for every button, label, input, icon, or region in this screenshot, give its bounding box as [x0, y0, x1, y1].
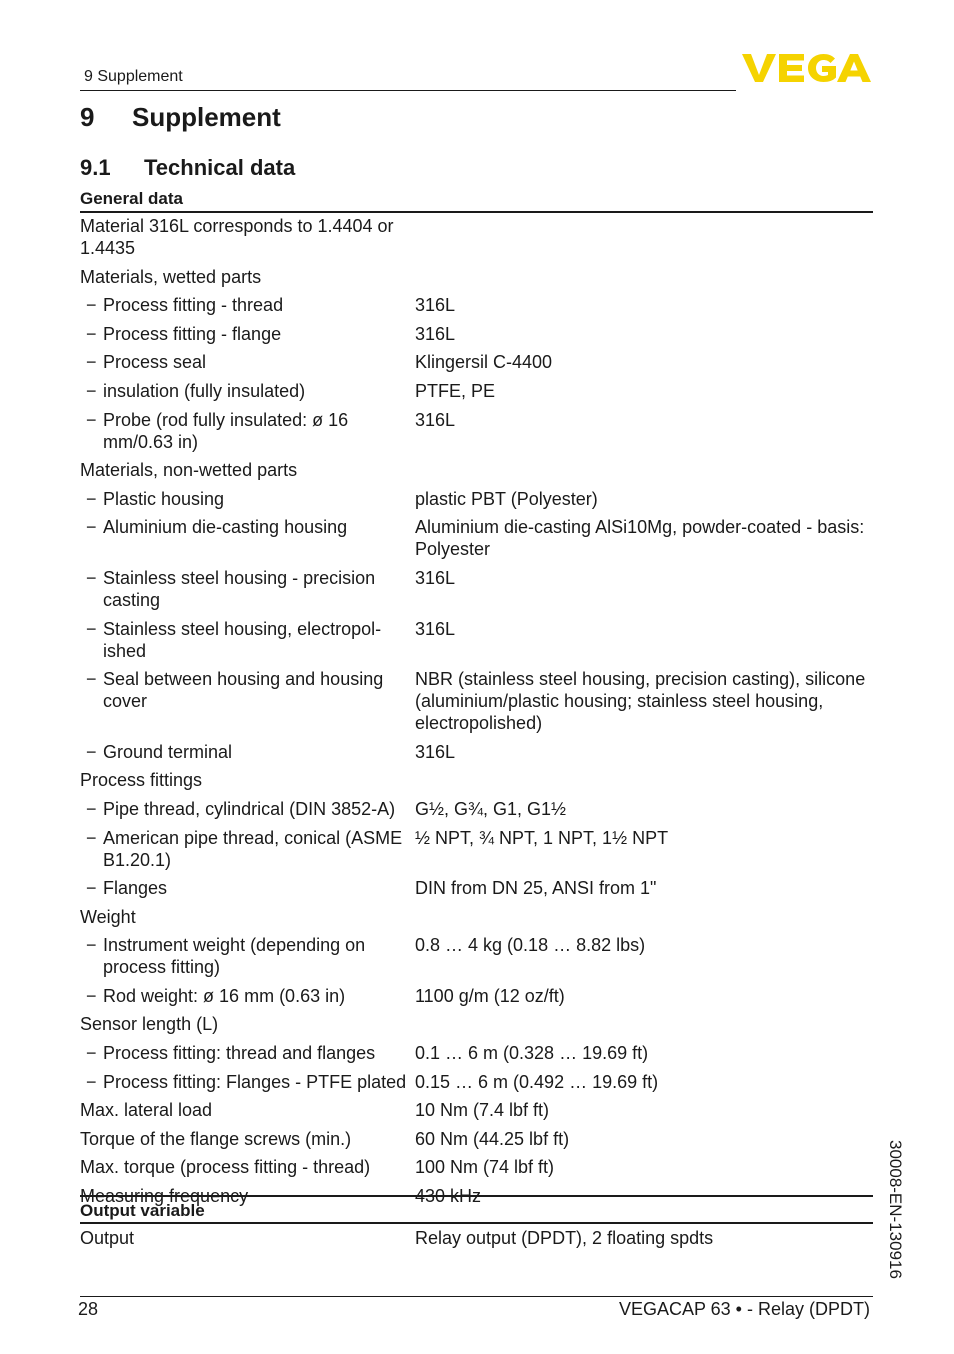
table-row — [80, 380, 873, 402]
list-dash: − — [86, 323, 97, 344]
group-label: Process fittings — [80, 770, 203, 791]
row-label — [80, 294, 415, 316]
row-label — [80, 567, 415, 611]
row-label-text: Process fitting: Flanges - PTFE plated — [103, 1071, 407, 1092]
list-dash: − — [86, 798, 97, 819]
table-row — [80, 618, 873, 662]
list-dash: − — [86, 935, 97, 956]
row-label — [80, 409, 415, 453]
row-label-text: Instrument weight (depending on process fitting) — [103, 935, 366, 978]
row-value: G½, G¾, G1, G1½ — [415, 798, 567, 819]
table-row — [80, 741, 873, 763]
row-label-text: Probe (rod fully insulated: ø 16 mm/0.63 in) — [103, 409, 349, 452]
group-label: Materials, non-wetted parts — [80, 460, 298, 481]
row-label — [80, 351, 415, 373]
table-row — [80, 668, 873, 734]
general-data-table — [80, 215, 873, 1214]
list-dash: − — [86, 1071, 97, 1092]
vega-logo — [742, 52, 874, 84]
row-value: DIN from DN 25, ANSI from 1" — [415, 878, 657, 899]
row-value: Relay output (DPDT), 2 floating spdts — [415, 1228, 714, 1248]
output-table — [80, 1227, 873, 1256]
row-label-text: American pipe thread, conical (ASME B1.20.1) — [103, 827, 403, 870]
list-dash: − — [86, 352, 97, 373]
row-label-text: Process seal — [103, 352, 207, 373]
list-dash: − — [86, 618, 97, 639]
table-row — [80, 266, 873, 288]
table-row — [80, 459, 873, 481]
group-label: Sensor length (L) — [80, 1014, 219, 1035]
row-label-text: Process fitting - flange — [103, 323, 282, 344]
row-value: 316L — [415, 323, 456, 344]
row-label-text: Plastic housing — [103, 488, 225, 509]
row-value: 316L — [415, 567, 456, 588]
chapter-heading — [80, 102, 281, 133]
group-label: Materials, wetted parts — [80, 266, 262, 287]
row-value: plastic PBT (Polyester) — [415, 488, 598, 509]
row-label — [80, 516, 415, 560]
table-row — [80, 934, 873, 978]
table-row — [80, 323, 873, 345]
table-row — [80, 798, 873, 820]
list-dash: − — [86, 878, 97, 899]
row-label-text: insulation (fully insulated) — [103, 380, 306, 401]
table-row — [80, 1227, 873, 1249]
document-title: VEGACAP 63 • - Relay (DPDT) — [618, 1299, 870, 1319]
table-row — [80, 769, 873, 791]
table-row — [80, 1013, 873, 1035]
document-code: 30008-EN-130916 — [886, 1140, 905, 1279]
row-label-text: Ground terminal — [103, 741, 233, 762]
table-row — [80, 409, 873, 453]
general-data-title: General data — [80, 189, 183, 208]
row-value: Aluminium die-casting AlSi10Mg, powder-coated - basis: Polyester — [415, 517, 865, 560]
row-label — [80, 380, 415, 402]
list-dash: − — [86, 827, 97, 848]
row-label-text: Process fitting: thread and flanges — [103, 1043, 376, 1064]
row-value: 0.15 … 6 m (0.492 … 19.69 ft) — [415, 1071, 659, 1092]
row-label: Material 316L corresponds to 1.4404 or 1.4435 — [80, 216, 394, 258]
row-label-text: Rod weight: ø 16 mm (0.63 in) — [103, 985, 346, 1006]
list-dash: − — [86, 295, 97, 316]
table-row — [80, 1099, 873, 1121]
row-value: 1100 g/m (12 oz/ft) — [415, 985, 565, 1006]
row-value: 0.8 … 4 kg (0.18 … 8.82 lbs) — [415, 935, 646, 956]
table-row — [80, 1071, 873, 1093]
row-label: Max. lateral load — [80, 1100, 213, 1121]
table-row — [80, 1128, 873, 1150]
row-value: 60 Nm (44.25 lbf ft) — [415, 1128, 570, 1149]
row-label — [80, 1042, 415, 1064]
table-row — [80, 351, 873, 373]
general-data-rule — [80, 211, 873, 213]
row-label-text: Process fitting - thread — [103, 295, 284, 316]
header-rule — [80, 90, 736, 91]
row-value: 316L — [415, 618, 456, 639]
row-value: Klingersil C-4400 — [415, 352, 553, 373]
table-row — [80, 488, 873, 510]
row-label — [80, 827, 415, 871]
row-value: 316L — [415, 741, 456, 762]
row-label-text: Seal between housing and housing cover — [103, 669, 384, 712]
row-label — [80, 1071, 415, 1093]
table-row — [80, 215, 873, 259]
row-label — [80, 877, 415, 899]
table-row — [80, 1156, 873, 1178]
row-label-text: Flanges — [103, 878, 168, 899]
row-value: PTFE, PE — [415, 380, 496, 401]
chapter-number: 9 — [80, 102, 95, 132]
output-top-rule — [80, 1195, 873, 1197]
row-label — [80, 668, 415, 734]
row-value: 316L — [415, 295, 456, 316]
section-heading — [80, 155, 295, 181]
list-dash: − — [86, 567, 97, 588]
row-label: Output — [80, 1228, 135, 1248]
table-row — [80, 294, 873, 316]
footer-rule — [80, 1296, 873, 1297]
row-label — [80, 323, 415, 345]
row-label-text: Pipe thread, cylindrical (DIN 3852-A) — [103, 798, 396, 819]
output-rule — [80, 1222, 873, 1224]
table-row — [80, 877, 873, 899]
list-dash: − — [86, 985, 97, 1006]
row-value: 10 Nm (7.4 lbf ft) — [415, 1100, 550, 1121]
row-value: 100 Nm (74 lbf ft) — [415, 1157, 555, 1178]
table-row — [80, 567, 873, 611]
chapter-title: Supplement — [132, 102, 281, 132]
row-label — [80, 618, 415, 662]
list-dash: − — [86, 1043, 97, 1064]
table-row — [80, 906, 873, 928]
row-value: ½ NPT, ¾ NPT, 1 NPT, 1½ NPT — [415, 827, 669, 848]
table-row — [80, 516, 873, 560]
row-label — [80, 741, 415, 763]
list-dash: − — [86, 669, 97, 690]
row-value: 0.1 … 6 m (0.328 … 19.69 ft) — [415, 1043, 649, 1064]
row-label-text: Aluminium die-casting housing — [103, 517, 348, 538]
row-label — [80, 488, 415, 510]
page-number: 28 — [78, 1299, 99, 1319]
row-value: NBR (stainless steel housing, precision casting), silicone (aluminium/plastic housing; stainless steel housing, electropolished) — [415, 669, 866, 734]
row-label — [80, 798, 415, 820]
row-label — [80, 934, 415, 978]
running-header: 9 Supplement — [84, 68, 183, 85]
row-label: Measuring frequency — [80, 1186, 249, 1207]
list-dash: − — [86, 380, 97, 401]
list-dash: − — [86, 488, 97, 509]
row-label-text: Stainless steel housing - precision casting — [103, 567, 376, 610]
table-row — [80, 1042, 873, 1064]
output-variable-title: Output variable — [80, 1201, 205, 1220]
row-label — [80, 985, 415, 1007]
list-dash: − — [86, 517, 97, 538]
table-row — [80, 985, 873, 1007]
section-number: 9.1 — [80, 155, 111, 180]
section-title: Technical data — [144, 155, 296, 180]
list-dash: − — [86, 741, 97, 762]
list-dash: − — [86, 409, 97, 430]
table-row — [80, 827, 873, 871]
row-value: 430 kHz — [415, 1186, 482, 1207]
row-label: Torque of the flange screws (min.) — [80, 1128, 352, 1149]
row-value: 316L — [415, 409, 456, 430]
row-label: Max. torque (process fitting - thread) — [80, 1157, 371, 1178]
group-label: Weight — [80, 906, 136, 927]
row-label-text: Stainless steel housing, electropol-ished — [103, 618, 382, 661]
